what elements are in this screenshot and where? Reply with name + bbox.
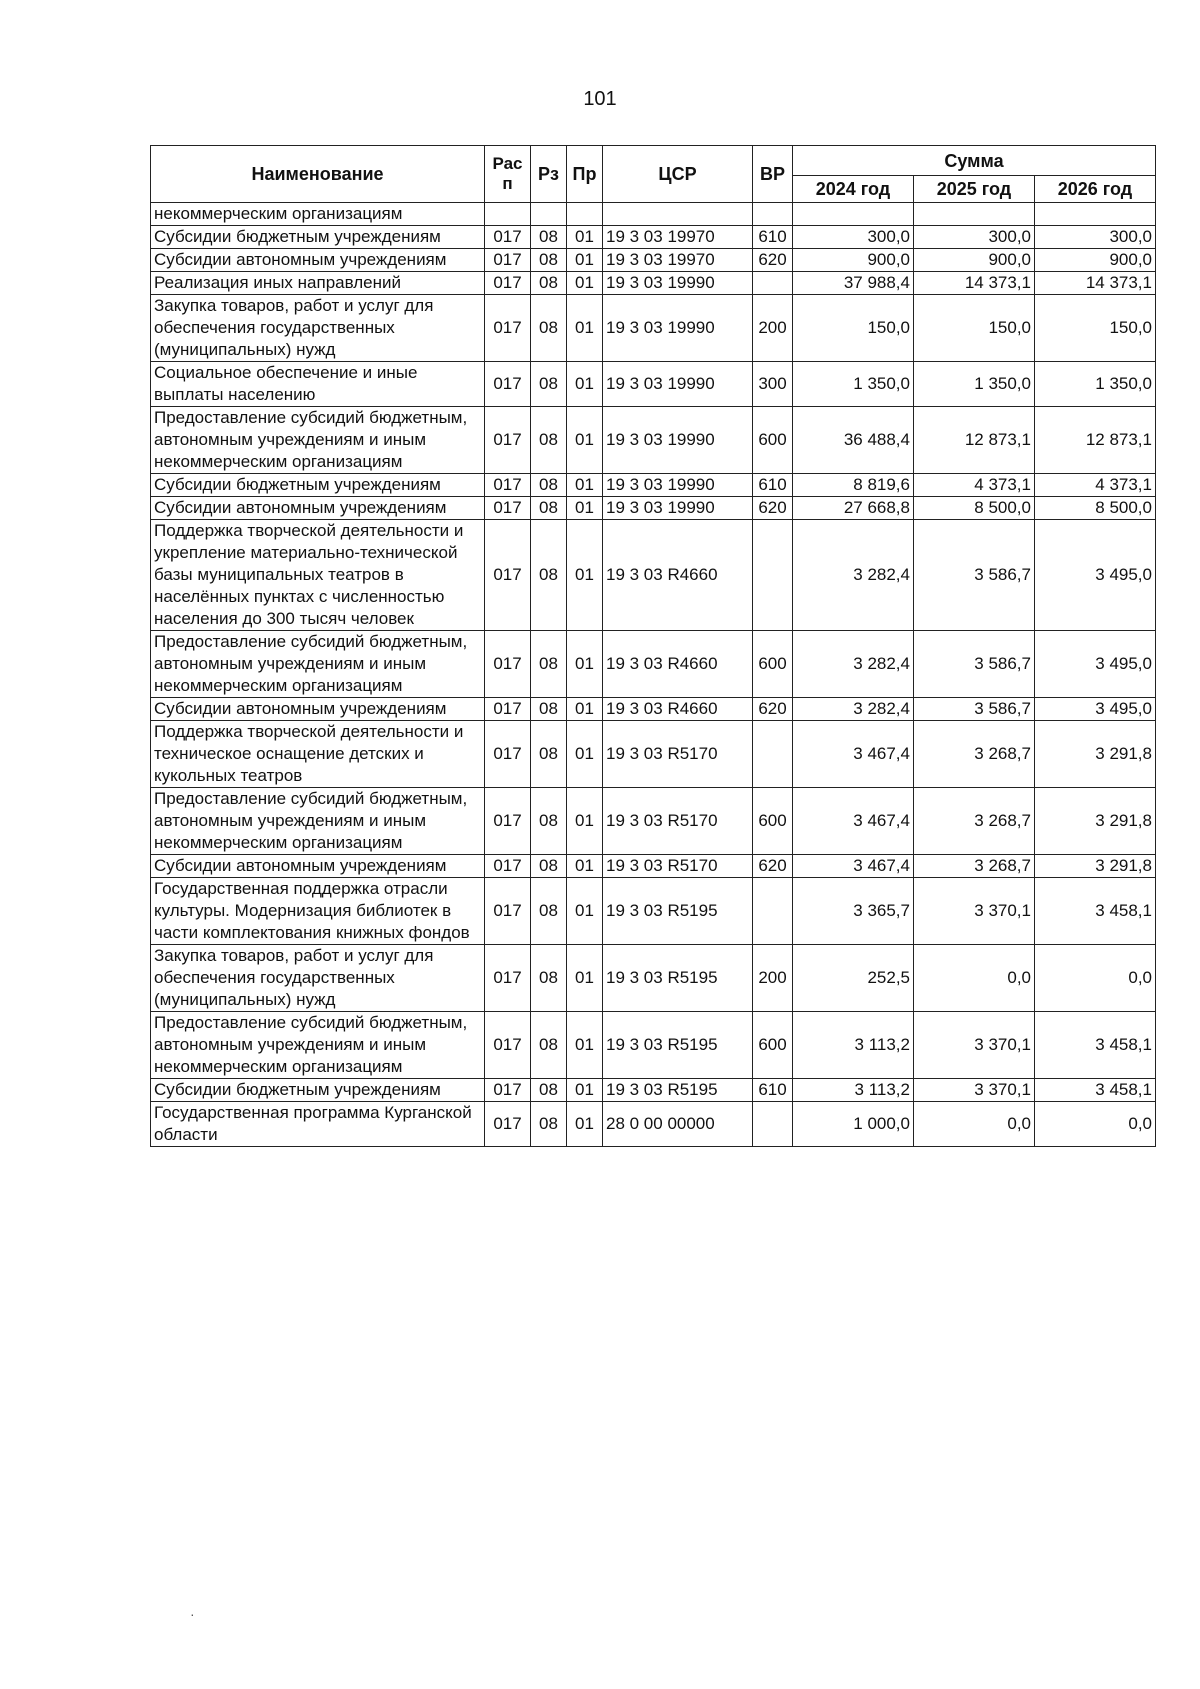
cell-y2024: 3 467,4 bbox=[793, 855, 914, 878]
cell-vr: 600 bbox=[753, 1012, 793, 1079]
cell-name: Социальное обеспечение и иные выплаты населению bbox=[151, 362, 485, 407]
cell-y2024: 36 488,4 bbox=[793, 407, 914, 474]
cell-vr: 620 bbox=[753, 698, 793, 721]
header-2025: 2025 год bbox=[914, 176, 1035, 203]
cell-rasp: 017 bbox=[485, 1012, 531, 1079]
cell-y2026: 3 291,8 bbox=[1035, 721, 1156, 788]
table-row bbox=[151, 1102, 1156, 1147]
cell-rasp: 017 bbox=[485, 226, 531, 249]
cell-rasp: 017 bbox=[485, 788, 531, 855]
cell-name: Предоставление субсидий бюджетным, автономным учреждениям и иным некоммерческим организациям bbox=[151, 407, 485, 474]
cell-name: Субсидии автономным учреждениям bbox=[151, 497, 485, 520]
cell-csr: 19 3 03 R5195 bbox=[603, 945, 753, 1012]
cell-y2025: 3 370,1 bbox=[914, 1012, 1035, 1079]
cell-y2025: 0,0 bbox=[914, 945, 1035, 1012]
table-row bbox=[151, 474, 1156, 497]
cell-vr: 620 bbox=[753, 497, 793, 520]
cell-y2024: 27 668,8 bbox=[793, 497, 914, 520]
cell-y2025: 3 586,7 bbox=[914, 520, 1035, 631]
header-name: Наименование bbox=[151, 146, 485, 203]
cell-csr: 19 3 03 R4660 bbox=[603, 520, 753, 631]
cell-csr: 19 3 03 19990 bbox=[603, 497, 753, 520]
cell-csr: 19 3 03 19990 bbox=[603, 295, 753, 362]
cell-pr: 01 bbox=[567, 1102, 603, 1147]
cell-y2024: 8 819,6 bbox=[793, 474, 914, 497]
cell-y2024: 3 113,2 bbox=[793, 1012, 914, 1079]
cell-csr: 19 3 03 19970 bbox=[603, 249, 753, 272]
cell-rasp: 017 bbox=[485, 362, 531, 407]
cell-name: Поддержка творческой деятельности и укрепление материально-технической базы муниципальных театров в населённых пунктах с численностью населения до 300 тысяч человек bbox=[151, 520, 485, 631]
cell-rz: 08 bbox=[531, 226, 567, 249]
cell-pr: 01 bbox=[567, 362, 603, 407]
cell-y2026: 150,0 bbox=[1035, 295, 1156, 362]
header-rasp: Рас п bbox=[485, 146, 531, 203]
cell-pr: 01 bbox=[567, 721, 603, 788]
cell-y2025: 3 370,1 bbox=[914, 878, 1035, 945]
table-row bbox=[151, 721, 1156, 788]
cell-rz: 08 bbox=[531, 855, 567, 878]
header-sum: Сумма bbox=[793, 146, 1156, 176]
cell-pr: 01 bbox=[567, 1079, 603, 1102]
cell-y2024: 37 988,4 bbox=[793, 272, 914, 295]
cell-y2025: 1 350,0 bbox=[914, 362, 1035, 407]
cell-vr: 300 bbox=[753, 362, 793, 407]
table-row bbox=[151, 698, 1156, 721]
header-vr: ВР bbox=[753, 146, 793, 203]
cell-rasp: 017 bbox=[485, 945, 531, 1012]
cell-rz: 08 bbox=[531, 1012, 567, 1079]
cell-pr: 01 bbox=[567, 788, 603, 855]
cell-vr bbox=[753, 272, 793, 295]
cell-y2024: 3 365,7 bbox=[793, 878, 914, 945]
table-body bbox=[151, 203, 1156, 1147]
cell-y2026: 3 458,1 bbox=[1035, 1012, 1156, 1079]
cell-csr: 19 3 03 R4660 bbox=[603, 698, 753, 721]
cell-name: Предоставление субсидий бюджетным, автономным учреждениям и иным некоммерческим организациям bbox=[151, 788, 485, 855]
cell-y2025: 3 268,7 bbox=[914, 788, 1035, 855]
cell-y2024: 3 467,4 bbox=[793, 721, 914, 788]
cell-rz: 08 bbox=[531, 721, 567, 788]
cell-rasp: 017 bbox=[485, 295, 531, 362]
cell-y2025: 4 373,1 bbox=[914, 474, 1035, 497]
cell-pr: 01 bbox=[567, 474, 603, 497]
cell-rz: 08 bbox=[531, 1079, 567, 1102]
cell-name: Государственная программа Курганской области bbox=[151, 1102, 485, 1147]
cell-y2024: 1 000,0 bbox=[793, 1102, 914, 1147]
cell-pr: 01 bbox=[567, 520, 603, 631]
cell-csr: 19 3 03 19990 bbox=[603, 407, 753, 474]
cell-y2026: 1 350,0 bbox=[1035, 362, 1156, 407]
cell-y2025: 300,0 bbox=[914, 226, 1035, 249]
cell-y2026: 3 291,8 bbox=[1035, 855, 1156, 878]
cell-y2025: 12 873,1 bbox=[914, 407, 1035, 474]
cell-name: некоммерческим организациям bbox=[151, 203, 485, 226]
cell-csr: 19 3 03 R5195 bbox=[603, 1012, 753, 1079]
cell-name: Предоставление субсидий бюджетным, автономным учреждениям и иным некоммерческим организациям bbox=[151, 631, 485, 698]
cell-csr: 19 3 03 19970 bbox=[603, 226, 753, 249]
cell-y2024: 3 282,4 bbox=[793, 631, 914, 698]
cell-name: Субсидии автономным учреждениям bbox=[151, 249, 485, 272]
cell-pr: 01 bbox=[567, 407, 603, 474]
cell-y2025: 3 586,7 bbox=[914, 631, 1035, 698]
cell-pr: 01 bbox=[567, 878, 603, 945]
page-number: 101 bbox=[583, 88, 617, 110]
cell-pr: 01 bbox=[567, 226, 603, 249]
cell-y2025 bbox=[914, 203, 1035, 226]
cell-vr: 620 bbox=[753, 855, 793, 878]
cell-name: Субсидии автономным учреждениям bbox=[151, 855, 485, 878]
cell-rz: 08 bbox=[531, 1102, 567, 1147]
cell-vr: 610 bbox=[753, 226, 793, 249]
cell-vr bbox=[753, 520, 793, 631]
cell-pr: 01 bbox=[567, 945, 603, 1012]
table-row bbox=[151, 1079, 1156, 1102]
cell-csr: 28 0 00 00000 bbox=[603, 1102, 753, 1147]
cell-rz: 08 bbox=[531, 249, 567, 272]
cell-y2026: 3 458,1 bbox=[1035, 878, 1156, 945]
table-row bbox=[151, 1012, 1156, 1079]
stray-mark: · bbox=[190, 1606, 195, 1622]
cell-vr: 620 bbox=[753, 249, 793, 272]
cell-rz: 08 bbox=[531, 631, 567, 698]
cell-name: Реализация иных направлений bbox=[151, 272, 485, 295]
cell-rz: 08 bbox=[531, 878, 567, 945]
cell-vr: 200 bbox=[753, 945, 793, 1012]
table-row bbox=[151, 226, 1156, 249]
cell-y2024: 252,5 bbox=[793, 945, 914, 1012]
budget-table bbox=[150, 145, 1156, 1147]
cell-csr: 19 3 03 R4660 bbox=[603, 631, 753, 698]
header-csr: ЦСР bbox=[603, 146, 753, 203]
cell-y2024: 1 350,0 bbox=[793, 362, 914, 407]
cell-pr: 01 bbox=[567, 497, 603, 520]
cell-csr: 19 3 03 R5170 bbox=[603, 855, 753, 878]
cell-y2026: 0,0 bbox=[1035, 945, 1156, 1012]
cell-y2025: 3 268,7 bbox=[914, 855, 1035, 878]
cell-y2026: 0,0 bbox=[1035, 1102, 1156, 1147]
cell-rasp: 017 bbox=[485, 272, 531, 295]
cell-rasp: 017 bbox=[485, 249, 531, 272]
table-row bbox=[151, 295, 1156, 362]
cell-rz: 08 bbox=[531, 272, 567, 295]
cell-vr: 600 bbox=[753, 631, 793, 698]
cell-y2024: 3 282,4 bbox=[793, 520, 914, 631]
cell-y2025: 150,0 bbox=[914, 295, 1035, 362]
table-row bbox=[151, 631, 1156, 698]
cell-y2025: 0,0 bbox=[914, 1102, 1035, 1147]
cell-rasp: 017 bbox=[485, 474, 531, 497]
table-row bbox=[151, 407, 1156, 474]
cell-rasp: 017 bbox=[485, 1079, 531, 1102]
cell-csr: 19 3 03 R5195 bbox=[603, 1079, 753, 1102]
cell-pr: 01 bbox=[567, 272, 603, 295]
cell-y2026 bbox=[1035, 203, 1156, 226]
cell-vr: 610 bbox=[753, 474, 793, 497]
cell-y2026: 3 495,0 bbox=[1035, 698, 1156, 721]
cell-y2024: 3 282,4 bbox=[793, 698, 914, 721]
cell-name: Предоставление субсидий бюджетным, автономным учреждениям и иным некоммерческим организациям bbox=[151, 1012, 485, 1079]
cell-rz: 08 bbox=[531, 362, 567, 407]
table-row bbox=[151, 203, 1156, 226]
table-header bbox=[151, 146, 1156, 203]
table-row bbox=[151, 945, 1156, 1012]
table-row bbox=[151, 788, 1156, 855]
cell-csr: 19 3 03 19990 bbox=[603, 474, 753, 497]
cell-y2025: 3 370,1 bbox=[914, 1079, 1035, 1102]
cell-y2026: 3 495,0 bbox=[1035, 520, 1156, 631]
cell-name: Закупка товаров, работ и услуг для обеспечения государственных (муниципальных) нужд bbox=[151, 295, 485, 362]
cell-csr: 19 3 03 R5170 bbox=[603, 788, 753, 855]
cell-pr: 01 bbox=[567, 698, 603, 721]
cell-rz: 08 bbox=[531, 788, 567, 855]
cell-csr: 19 3 03 R5195 bbox=[603, 878, 753, 945]
cell-y2024: 900,0 bbox=[793, 249, 914, 272]
cell-rz: 08 bbox=[531, 497, 567, 520]
cell-y2024: 300,0 bbox=[793, 226, 914, 249]
cell-y2025: 3 268,7 bbox=[914, 721, 1035, 788]
cell-pr: 01 bbox=[567, 295, 603, 362]
cell-rasp: 017 bbox=[485, 1102, 531, 1147]
header-rz: Рз bbox=[531, 146, 567, 203]
cell-rasp: 017 bbox=[485, 497, 531, 520]
cell-vr bbox=[753, 878, 793, 945]
cell-rz: 08 bbox=[531, 474, 567, 497]
cell-y2025: 14 373,1 bbox=[914, 272, 1035, 295]
cell-csr: 19 3 03 19990 bbox=[603, 362, 753, 407]
cell-vr: 200 bbox=[753, 295, 793, 362]
table-row bbox=[151, 249, 1156, 272]
cell-y2026: 8 500,0 bbox=[1035, 497, 1156, 520]
header-2026: 2026 год bbox=[1035, 176, 1156, 203]
cell-rz: 08 bbox=[531, 295, 567, 362]
cell-rasp: 017 bbox=[485, 407, 531, 474]
cell-pr: 01 bbox=[567, 249, 603, 272]
table-row bbox=[151, 362, 1156, 407]
cell-name: Субсидии бюджетным учреждениям bbox=[151, 1079, 485, 1102]
table-row bbox=[151, 272, 1156, 295]
cell-y2025: 900,0 bbox=[914, 249, 1035, 272]
cell-csr: 19 3 03 19990 bbox=[603, 272, 753, 295]
table-row bbox=[151, 878, 1156, 945]
cell-pr: 01 bbox=[567, 631, 603, 698]
cell-vr bbox=[753, 203, 793, 226]
cell-rz: 08 bbox=[531, 407, 567, 474]
cell-y2026: 14 373,1 bbox=[1035, 272, 1156, 295]
cell-y2024: 3 467,4 bbox=[793, 788, 914, 855]
cell-rasp bbox=[485, 203, 531, 226]
cell-name: Закупка товаров, работ и услуг для обеспечения государственных (муниципальных) нужд bbox=[151, 945, 485, 1012]
header-2024: 2024 год bbox=[793, 176, 914, 203]
cell-vr bbox=[753, 721, 793, 788]
cell-y2026: 4 373,1 bbox=[1035, 474, 1156, 497]
cell-csr bbox=[603, 203, 753, 226]
cell-name: Государственная поддержка отрасли культуры. Модернизация библиотек в части комплектования книжных фондов bbox=[151, 878, 485, 945]
table-row bbox=[151, 520, 1156, 631]
cell-name: Поддержка творческой деятельности и техническое оснащение детских и кукольных театров bbox=[151, 721, 485, 788]
cell-csr: 19 3 03 R5170 bbox=[603, 721, 753, 788]
cell-y2026: 3 495,0 bbox=[1035, 631, 1156, 698]
cell-vr: 610 bbox=[753, 1079, 793, 1102]
cell-y2024 bbox=[793, 203, 914, 226]
cell-y2026: 3 291,8 bbox=[1035, 788, 1156, 855]
cell-y2025: 8 500,0 bbox=[914, 497, 1035, 520]
cell-rz: 08 bbox=[531, 520, 567, 631]
cell-rz: 08 bbox=[531, 945, 567, 1012]
cell-rasp: 017 bbox=[485, 855, 531, 878]
cell-y2026: 3 458,1 bbox=[1035, 1079, 1156, 1102]
cell-rasp: 017 bbox=[485, 631, 531, 698]
cell-y2024: 150,0 bbox=[793, 295, 914, 362]
cell-name: Субсидии бюджетным учреждениям bbox=[151, 226, 485, 249]
cell-rasp: 017 bbox=[485, 721, 531, 788]
cell-y2024: 3 113,2 bbox=[793, 1079, 914, 1102]
cell-y2025: 3 586,7 bbox=[914, 698, 1035, 721]
cell-pr: 01 bbox=[567, 855, 603, 878]
cell-y2026: 300,0 bbox=[1035, 226, 1156, 249]
cell-rasp: 017 bbox=[485, 878, 531, 945]
cell-rasp: 017 bbox=[485, 698, 531, 721]
cell-y2026: 12 873,1 bbox=[1035, 407, 1156, 474]
cell-rz: 08 bbox=[531, 698, 567, 721]
cell-y2026: 900,0 bbox=[1035, 249, 1156, 272]
cell-name: Субсидии автономным учреждениям bbox=[151, 698, 485, 721]
cell-vr: 600 bbox=[753, 788, 793, 855]
header-pr: Пр bbox=[567, 146, 603, 203]
cell-vr: 600 bbox=[753, 407, 793, 474]
table-row bbox=[151, 855, 1156, 878]
cell-vr bbox=[753, 1102, 793, 1147]
cell-rz bbox=[531, 203, 567, 226]
cell-pr bbox=[567, 203, 603, 226]
table-row bbox=[151, 497, 1156, 520]
cell-pr: 01 bbox=[567, 1012, 603, 1079]
cell-name: Субсидии бюджетным учреждениям bbox=[151, 474, 485, 497]
cell-rasp: 017 bbox=[485, 520, 531, 631]
